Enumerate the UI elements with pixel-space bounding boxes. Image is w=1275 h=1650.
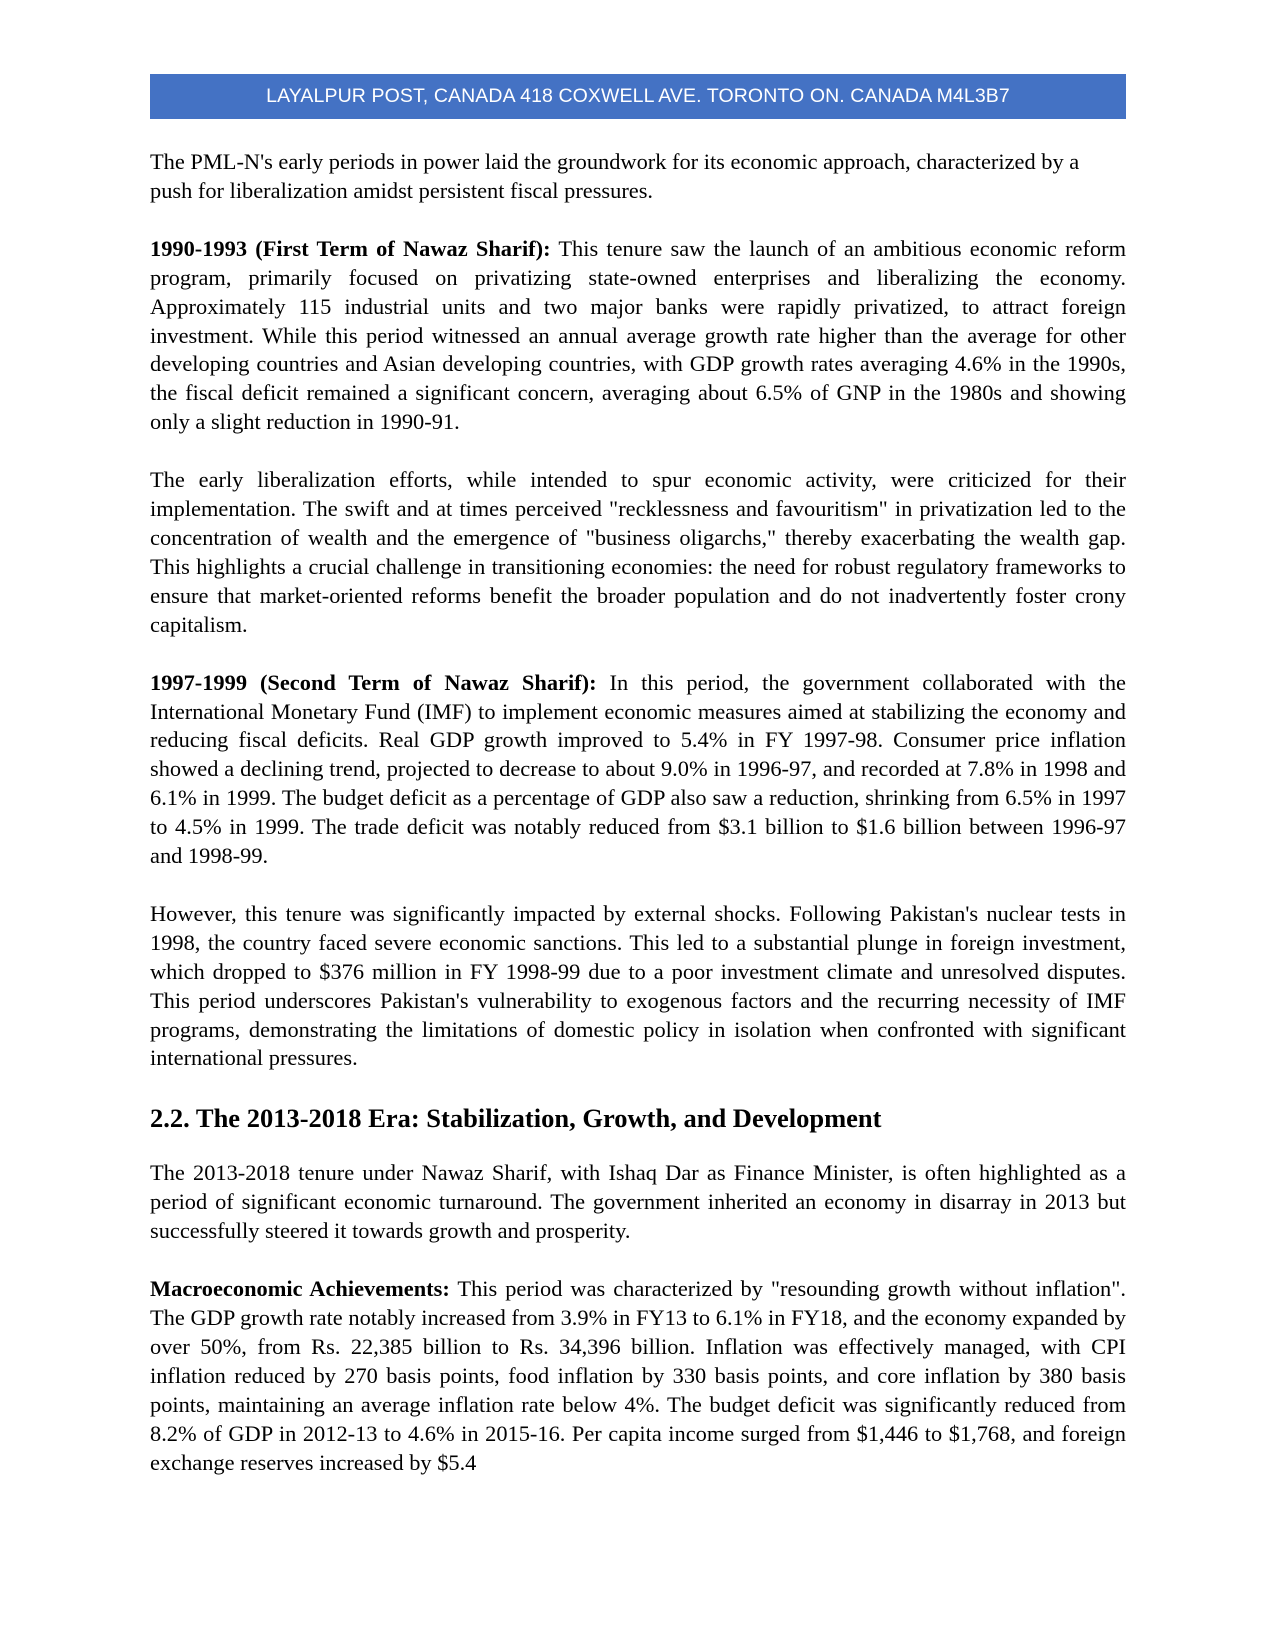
section-heading: 2.2. The 2013-2018 Era: Stabilization, Growth, and Development <box>150 1103 882 1134</box>
era-intro-paragraph: The 2013-2018 tenure under Nawaz Sharif, with Ishaq Dar as Finance Minister, is often highlighted as a period of significant economic turnaround. The government inherited an economy in disarray in 2013 but successfully steered it towards growth and prosperity. <box>150 1160 1126 1244</box>
article-body <box>150 148 1126 1506</box>
macro-achievements-text: This period was characterized by "resounding growth without inflation". The GDP growth rate notably increased from 3.9% in FY13 to 6.1% in FY18, and the economy expanded by over 50%, from Rs. 22,385 billion to Rs. 34,396 billion. Inflation was effectively managed, with CPI inflation reduced by 270 basis points, food inflation by 330 basis points, and core inflation by 380 basis points, maintaining an average inflation rate below 4%. The budget deficit was significantly reduced from 8.2% of GDP in 2012-13 to 4.6% in 2015-16. Per capita income surged from $1,446 to $1,768, and foreign exchange reserves increased by $5.4 <box>150 1276 1126 1475</box>
second-term-lead: 1997-1999 (Second Term of Nawaz Sharif): <box>150 669 597 695</box>
macro-achievements-lead: Macroeconomic Achievements: <box>150 1276 450 1302</box>
macro-achievements-paragraph <box>150 1275 1126 1477</box>
intro-paragraph: The PML-N's early periods in power laid the groundwork for its economic approach, characterized by a push for liberalization amidst persistent fiscal pressures. <box>150 149 1080 203</box>
first-term-paragraph <box>150 235 1126 437</box>
first-term-text: This tenure saw the launch of an ambitious economic reform program, primarily focused on privatizing state-owned enterprises and liberalizing the economy. Approximately 115 industrial units and two major banks were rapidly privatized, to attract foreign investment. While this period witnessed an annual average growth rate higher than the average for other developing countries and Asian developing countries, with GDP growth rates averaging 4.6% in the 1990s, the fiscal deficit remained a significant concern, averaging about 6.5% of GNP in the 1980s and showing only a slight reduction in 1990-91. <box>150 235 1126 435</box>
liberalization-paragraph: The early liberalization efforts, while intended to spur economic activity, were criticized for their implementation. The swift and at times perceived "recklessness and favouritism" in privatization led to the concentration of wealth and the emergence of "business oligarchs," thereby exacerbating the wealth gap. This highlights a crucial challenge in transitioning economies: the need for robust regulatory frameworks to ensure that market-oriented reforms benefit the broader population and do not inadvertently foster crony capitalism. <box>150 467 1126 637</box>
header-banner: LAYALPUR POST, CANADA 418 COXWELL AVE. TORONTO ON. CANADA M4L3B7 <box>150 74 1126 119</box>
first-term-lead: 1990-1993 (First Term of Nawaz Sharif): <box>150 235 551 261</box>
external-shocks-paragraph: However, this tenure was significantly impacted by external shocks. Following Pakistan's nuclear tests in 1998, the country faced severe economic sanctions. This led to a substantial plunge in foreign investment, which dropped to $376 million in FY 1998-99 due to a poor investment climate and unresolved disputes. This period underscores Pakistan's vulnerability to exogenous factors and the recurring necessity of IMF programs, demonstrating the limitations of domestic policy in isolation when confronted with significant international pressures. <box>150 900 1126 1071</box>
second-term-text: In this period, the government collaborated with the International Monetary Fund (IMF) to implement economic measures aimed at stabilizing the economy and reducing fiscal deficits. Real GDP growth improved to 5.4% in FY 1997-98. Consumer price inflation showed a declining trend, projected to decrease to about 9.0% in 1996-97, and recorded at 7.8% in 1998 and 6.1% in 1999. The budget deficit as a percentage of GDP also saw a reduction, shrinking from 6.5% in 1997 to 4.5% in 1999. The trade deficit was notably reduced from $3.1 billion to $1.6 billion between 1996-97 and 1998-99. <box>150 669 1126 869</box>
second-term-paragraph <box>150 669 1126 871</box>
